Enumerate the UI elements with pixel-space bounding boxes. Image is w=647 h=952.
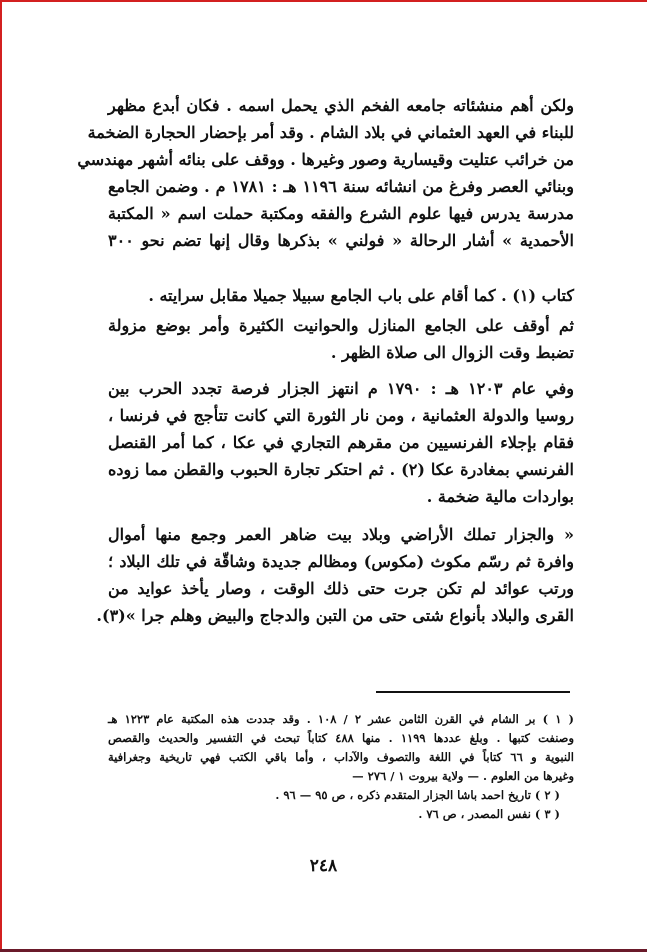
footnote-line: ( ١ ) بر الشام في القرن الثامن عشر ٢ / ١٠٨ . وقد جددت هذه المكتبة عام ١٢٢٣ هـ <box>108 712 575 726</box>
text-line: مدرسة يدرس فيها علوم الشرع والفقه ومكتبة حملت اسم « المكتبة <box>108 204 574 223</box>
footnote-line: وصنفت كتبها . وبلغ عددها ١١٩٩ . منها ٤٨٨ كتاباً تبحث في التفسير والحديث والقصص <box>108 731 574 745</box>
text-line: ولكن أهم منشئاته جامعه الفخم الذي يحمل اسمه . فكان أبدع مظهر <box>108 96 574 115</box>
text-line: الأحمدية » أشار الرحالة « فولني » بذكرها وقال إنها تضم نحو ٣٠٠ <box>108 231 574 250</box>
text-line: وفي عام ١٢٠٣ هـ : ١٧٩٠ م انتهز الجزار فرصة تجدد الحرب بين <box>108 379 574 398</box>
text-line: القرى والبلاد بأنواع شتى حتى من التبن والدجاج والبيض وهلم جرا »(٣). <box>96 606 574 625</box>
text-line: روسيا والدولة العثمانية ، ومن نار الثورة التي كانت تتأجج في فرنسا ، <box>108 406 574 425</box>
text-line: ثم أوقف على الجامع المنازل والحوانيت الكثيرة وأمر بوضع مزولة <box>108 316 574 335</box>
text-line: كتاب (١) . كما أقام على باب الجامع سبيلا جميلا مقابل سرايته . <box>148 286 574 305</box>
text-line: تضبط وقت الزوال الى صلاة الظهر . <box>330 343 574 362</box>
text-line: وبنائي العصر وفرغ من انشائه سنة ١١٩٦ هـ : ١٧٨١ م . وضمن الجامع <box>108 177 574 196</box>
text-line: بواردات مالية ضخمة . <box>426 487 574 506</box>
footnote-line: النبوية و ٦٦ كتاباً في اللغة والتصوف والآداب ، وأما باقي الكتب فهي تاريخية وجغرافية <box>108 750 575 764</box>
footnote-separator <box>376 691 570 693</box>
text-line: من خرائب عتليت وقيسارية وصور وغيرها . ووقف على بنائه أشهر مهندسي <box>77 150 574 169</box>
text-line: للبناء في العهد العثماني في بلاد الشام . وقد أمر بإحضار الحجارة الضخمة <box>87 123 574 142</box>
text-line: « والجزار تملك الأراضي وبلاد بيت ضاهر العمر وجمع منها أموال <box>108 525 574 544</box>
text-line: فقام بإجلاء الفرنسيين من مقرهم التجاري في عكا ، كما أمر القنصل <box>108 433 574 452</box>
text-line: وافرة ثم رسّم مكوث (مكوس) ومظالم جديدة وشاقّة في تلك البلاد ؛ <box>108 552 574 571</box>
page-number: ٢٤٨ <box>309 856 338 876</box>
footnote-line: وغيرها من العلوم . — ولاية بيروت ١ / ٢٧٦ — <box>352 769 574 783</box>
footnote-line: ( ٣ ) نفس المصدر ، ص ٧٦ . <box>418 807 560 821</box>
text-line: ورتب عوائد لم تكن جرت حتى ذلك الوقت ، وصار يأخذ عوايد من <box>108 579 574 598</box>
footnote-line: ( ٢ ) تاريخ احمد باشا الجزار المتقدم ذكره ، ص ٩٥ — ٩٦ . <box>275 788 560 802</box>
text-line: الفرنسي بمغادرة عكا (٢) . ثم احتكر تجارة الحبوب والقطن مما زوده <box>108 460 575 479</box>
